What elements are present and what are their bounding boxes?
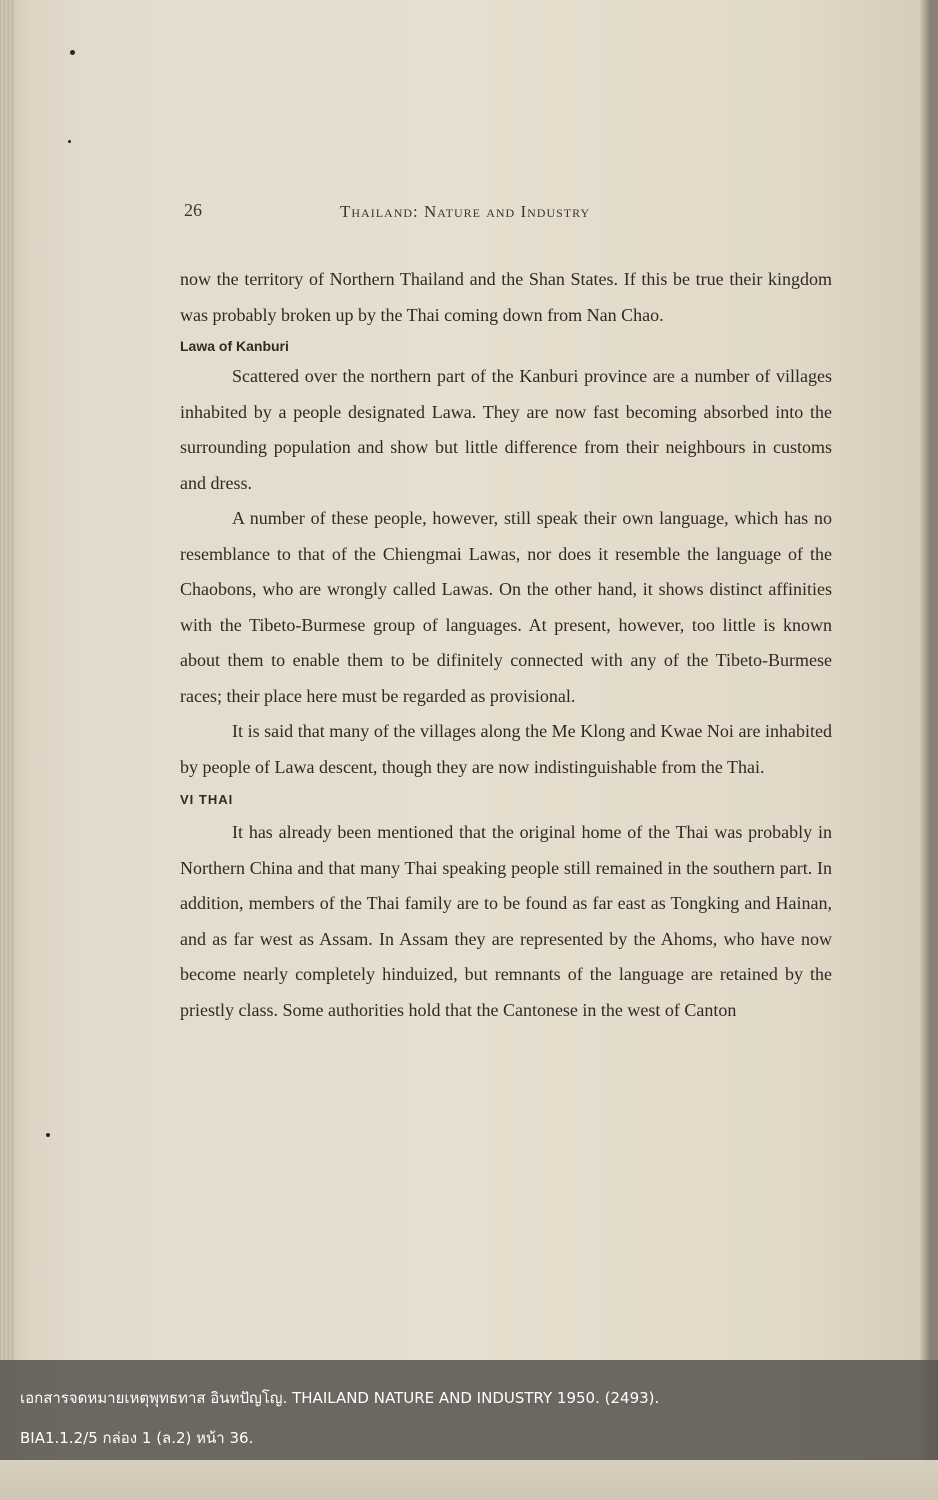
page-right-edge [920,0,930,1500]
page-stack-edge [0,0,14,1500]
paragraph: It has already been mentioned that the original home of the Thai was probably in Northern China and that many Thai speaking people still remained in the southern part. In addition, members of the Thai family are to be found as far east as Tongking and Hainan, and as far west as Assam. In Assam they are represented by the Ahoms, who have now become nearly completely hinduized, but remnants of the language are retained by the priestly class. Some authorities hold that the Cantonese in the west of Canton [180,822,832,1020]
caption-title: เอกสารจดหมายเหตุพุทธทาส อินทปัญโญ. THAILAND NATURE AND INDUSTRY 1950. (2493). [20,1389,660,1407]
ink-speck [68,140,71,143]
page-header [180,198,830,228]
page-body [180,262,832,1028]
paragraph: It is said that many of the villages along the Me Klong and Kwae Noi are inhabited by people of Lawa descent, though they are now indistinguishable from the Thai. [180,721,832,777]
running-title: Thailand: Nature and Industry [340,202,591,221]
page-bottom-strip [0,1460,938,1500]
ink-speck [70,50,75,55]
paragraph: now the territory of Northern Thailand and the Shan States. If this be true their kingdom was probably broken up by the Thai coming down from Nan Chao. [180,269,832,325]
subheading-lawa-of-kanburi: Lawa of Kanburi [180,338,289,354]
paragraph: Scattered over the northern part of the Kanburi province are a number of villages inhabited by a people designated Lawa. They are now fast becoming absorbed into the surrounding population and show but little difference from their neighbours in customs and dress. [180,366,832,493]
ink-speck [46,1133,50,1137]
section-heading-thai: VI THAI [180,792,234,807]
page-number: 26 [184,200,202,220]
caption-reference: BIA1.1.2/5 กล่อง 1 (ล.2) หน้า 36. [20,1429,254,1447]
archive-caption-bar [0,1360,938,1460]
paragraph: A number of these people, however, still speak their own language, which has no resemblance to that of the Chiengmai Lawas, nor does it resemble the language of the Chaobons, who are wrongly called Lawas. On the other hand, it shows distinct affinities with the Tibeto-Burmese group of languages. At present, however, too little is known about them to enable them to be difinitely connected with any of the Tibeto-Burmese races; their place here must be regarded as provisional. [180,508,832,706]
